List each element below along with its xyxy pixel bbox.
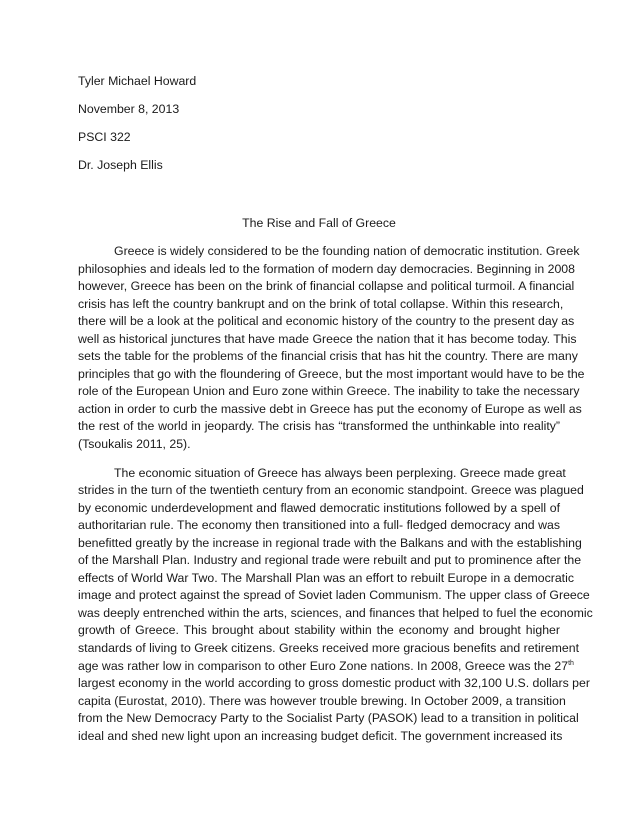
text-line: Greece is widely considered to be the founding nation of democratic institution. Greek (114, 244, 580, 258)
text-line: image and protect against the spread of Soviet laden Communism. The upper class of Greece (78, 588, 590, 603)
text-line: strides in the turn of the twentieth century from an economic standpoint. Greece was plagued (78, 483, 584, 498)
text-line: was deeply entrenched within the arts, sciences, and finances that helped to fuel the economic (78, 605, 593, 620)
paragraph-1 (78, 243, 585, 454)
text-line: principles that go with the floundering of Greece, but the most important would have to be the (78, 366, 585, 381)
text-line: from the New Democracy Party to the Socialist Party (PASOK) lead to a transition in political (78, 711, 579, 726)
instructor-name: Dr. Joseph Ellis (78, 158, 163, 172)
text-segment: age was rather low in comparison to other Euro Zone nations. In 2008, Greece was the 27 (78, 658, 569, 673)
text-line: effects of World War Two. The Marshall Plan was an effort to rebuilt Europe in a democratic (78, 570, 574, 585)
essay-title: The Rise and Fall of Greece (242, 216, 396, 230)
course-code: PSCI 322 (78, 130, 131, 144)
text-line: there will be a look at the political and economic history of the country to the present day as (78, 314, 575, 329)
ordinal-superscript: th (568, 659, 574, 667)
author-name: Tyler Michael Howard (78, 74, 197, 88)
paragraph-2 (78, 465, 593, 746)
text-line: philosophies and ideals led to the formation of modern day democracies. Beginning in 2008 (78, 261, 575, 276)
text-line: sets the table for the problems of the financial crisis that has hit the country. There are many (78, 349, 578, 364)
text-line: ideal and shed new light upon an increasing budget deficit. The government increased its (78, 728, 563, 743)
text-line: action in order to curb the massive debt in Greece has put the economy of Europe as well as (78, 401, 582, 416)
submission-date: November 8, 2013 (78, 102, 180, 116)
text-line: well as historical junctures that have made Greece the nation that it has become today. This (78, 331, 577, 346)
text-line: by economic underdevelopment and flawed democratic institutions followed by a spell of (78, 500, 560, 515)
text-line: however, Greece has been on the brink of financial collapse and political turmoil. A financial (78, 279, 575, 294)
text-line: the rest of the world in jeopardy. The crisis has “transformed the unthinkable into reality” (78, 419, 560, 434)
text-line: of the Marshall Plan. Industry and regional trade were rebuilt and put to prominence after the (78, 553, 582, 568)
text-line: authoritarian rule. The economy then transitioned into a full- fledged democracy and was (78, 518, 560, 533)
text-line: growth of Greece. This brought about stability within the economy and brought higher (78, 623, 560, 638)
text-line: (Tsoukalis 2011, 25). (78, 437, 191, 452)
text-line: largest economy in the world according to gross domestic product with 32,100 U.S. dollars per (78, 676, 590, 691)
text-line-with-superscript (78, 658, 574, 676)
text-line: The economic situation of Greece has always been perplexing. Greece made great (114, 465, 566, 480)
text-line: standards of living to Greek citizens. Greeks received more gracious benefits and retirement (78, 641, 579, 656)
text-line: crisis has left the country bankrupt and on the brink of total collapse. Within this research, (78, 296, 564, 311)
text-line: capita (Eurostat, 2010). There was however trouble brewing. In October 2009, a transition (78, 693, 566, 708)
text-line: role of the European Union and Euro zone within Greece. The inability to take the necessary (78, 384, 580, 399)
text-line: benefitted greatly by the increase in regional trade with the Balkans and with the establishing (78, 535, 582, 550)
essay-body (78, 243, 593, 756)
